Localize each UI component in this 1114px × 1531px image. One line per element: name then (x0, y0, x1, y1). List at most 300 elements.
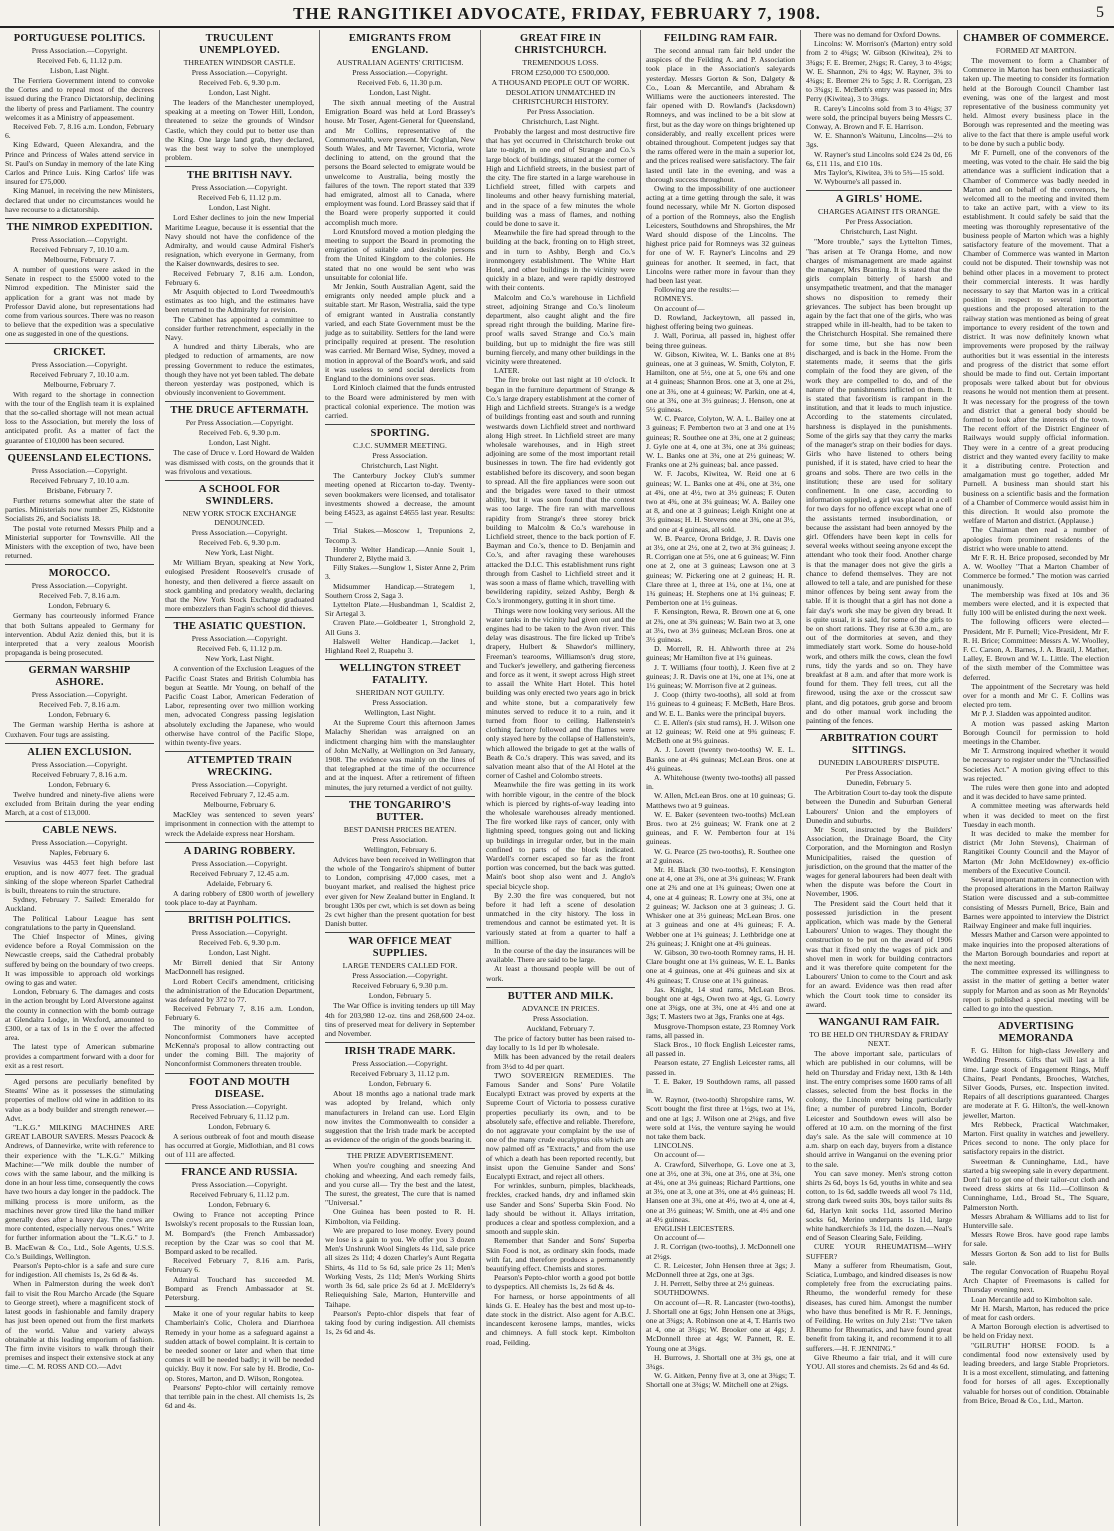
article-paragraph: One Guinea has been posted to R. H. Kimbolton, via Feilding. (325, 1207, 475, 1226)
article-paragraph: Aged persons are peculiarly benefited by Steams' Wine as it possesses the stimulating properties of mellow old wine in addition to its value as a body builder and strength renewer.—Advt. (5, 1077, 154, 1123)
article-paragraph: For harness, or horse appointments of all kinds G. E. Healey has the best and most up-to-date stock in the district. Also agent for A.B.C. incandescent kerosene lamps, mantles, wicks and chimneys. A full stock kept. Kimbolton road, Feilding. (486, 1291, 635, 1347)
article-subheading: C.J.C. SUMMER MEETING. (352, 441, 447, 451)
article-dateline: Press Association.—Copyright. (31, 581, 128, 591)
article-separator (486, 987, 635, 988)
article-paragraph: Messrs Abraham & Williams add to list for Hunterville sale. (963, 1211, 1109, 1230)
article-paragraph: Mr Birrell denied that Sir Antony MacDonnell has resigned. (165, 958, 314, 977)
article-headline: A SCHOOL FOR SWINDLERS. (198, 484, 281, 508)
article-dateline: Adelaide, February 6. (206, 878, 273, 888)
article-separator (325, 424, 475, 425)
article-separator (5, 743, 154, 744)
article-dateline: Press Association.—Copyright. (191, 528, 288, 538)
article-dateline: Naples, February 6. (49, 848, 110, 858)
article-paragraph: Meanwhile the fire had spread through to the building at the back, fronting on to High street, and in turn to Ashby, Bergh and Co.'s ironmongery establishment. The White Hart Hotel, and other buildings in the vicinity were quickly in a blaze, and were rapidly destroyed with their contents. (486, 228, 635, 293)
article-dateline: Press Association.—Copyright. (191, 1101, 288, 1111)
article-paragraph: Mr F. Purnell, one of the convenors of the meeting, was voted to the chair. He said the big attendance was a sufficient indication that a Chamber of Commerce was badly needed in Marton and on behalf of the convenors, he welcomed all to the meeting and invited them to take an active part, with a view to its establishment. It could safely be said that the meeting was thoroughly representative of the business people of Marton which was a highly satisfactory feature of the movement. That a Chamber of Commerce was wanted in Marton could not be disputed. Their township was not behind other places in a movement to protect their commercial interests. It was hardly necessary to say that Marton was in a critical position in respect to several important questions and the proposed alteration to the railway station was mentioned as being of great importance to every resident of the town and district. It was now definitely known what improvements were proposed by the railway authorities but it was essential in the interests and progress of the district that some effort should be made to find out. Certain important proposals were talked about but for obvious reasons he would not mention them at present. It was necessary for the progress of the town and district that a general body should be formed to look after the interests of the town. The recent effort of the District Engineer of Railways would supply official information. They were in a centre of a great producing district and they wanted every facility to make it a distributing centre. Protection and amalgamation must go together, added Mr Purnell. A business man should start his business on a scientific basis and the formation of a Chamber of Commerce would assist him in this direction. It would also promote the welfare of Marton and district. (Applause.) (963, 148, 1109, 526)
article-headline: MOROCCO. (48, 568, 111, 580)
article-separator (165, 401, 314, 402)
article-dateline: Lisbon, Last Night. (49, 66, 110, 75)
article-headline: CRICKET. (53, 346, 106, 358)
article-paragraph: A hundred and thirty Liberals, who are pledged to reduction of armaments, are now pressing Government to reduce the estimates, though they have not yet been tabled. The debate thereon yesterday was postponed, which is obviously inconvenient to Government. (165, 342, 314, 398)
article-separator (325, 659, 475, 660)
article-paragraph: Pearson's Pepto-chlor dispels that fear of taking food by curing indigestion. All chemists 1s, 2s 6d and 4s. (325, 1308, 475, 1337)
article-headline: CABLE NEWS. (42, 825, 117, 837)
article-paragraph: Following are the results:— (654, 285, 739, 295)
article-headline: ARBITRATION COURT SITTINGS. (819, 733, 939, 757)
article (5, 568, 154, 657)
article-body (806, 30, 952, 186)
article (5, 747, 154, 818)
article-body (165, 213, 314, 397)
article-paragraph: A. Crawford, Silverhope, G. Love one at 3, one at 3½, one at 3¾, one at 3½, one at 3¼, one at 4¼, one at 3¼ guineas; Richard Parttions, one at 3½, one at 3, one at 3½, one at 4½ guineas; H. Hansen one at 3¾, one at 4½, two at 4, one at 4, one at 3½ guineas; W. Smith, one at 4½ and one at 4½ guineas. (646, 1159, 795, 1224)
article-dateline: Per Press Association. (845, 217, 913, 227)
article-body (806, 1049, 952, 1371)
column-3 (320, 30, 480, 1528)
article-dateline: Press Association.—Copyright. (191, 634, 288, 644)
article-dateline: London, February 6. (368, 1079, 432, 1089)
article (165, 1309, 314, 1410)
column-4 (481, 30, 640, 1528)
article-paragraph: D. Rowland, Jackeytown, all passed in, highest offering being two guineas. (646, 312, 795, 332)
article-separator (165, 617, 314, 618)
article-headline: ALIEN EXCLUSION. (27, 746, 132, 758)
article-headline: GREAT FIRE IN CHRISTCHURCH. (514, 33, 607, 56)
article-paragraph: The postal vote returned Messrs Philp and a Ministerial supporter for Townsville. All the Ministers with the exception of two, have been returned. (5, 523, 154, 561)
article (165, 33, 314, 162)
article-dateline: Per Press Association. (526, 107, 595, 116)
article-body (5, 390, 154, 445)
article-paragraph: Received February 7, 8.16 a.m. London, February 6. (165, 268, 314, 287)
article-paragraph: A. Whitehouse (twenty two-tooths) all passed in. (646, 773, 795, 792)
article (165, 915, 314, 1068)
article-separator (165, 1163, 314, 1164)
article-paragraph: The Arbitration Court to-day took the dispute between the Dunedin and Suburban General Labourers' Union and the employers of Dunedin and suburbs. (806, 788, 952, 825)
article-headline: THE ASIATIC QUESTION. (173, 621, 306, 633)
article-paragraph: Mr T. Armstrong inquired whether it would be necessary to register under the "Unclassified Societies Act." A motion giving effect to this was rejected. (963, 746, 1109, 783)
article-paragraph: The following officers were elected—President, Mr F. Purnell; Vice-President, Mr F. R. H. Brice; Committee: Messrs A. W. Woolley, F. C. Carson, A. Barnes, J. A. Brazil, J. Mather, Lalley, E. Brown and W. L. Little. The election of the sixth member of the Committee was deferred. (963, 617, 1109, 682)
article (806, 733, 952, 1009)
article-separator (325, 1148, 475, 1149)
article-body (165, 889, 314, 907)
article-separator (325, 796, 475, 797)
article (486, 991, 635, 1347)
article-paragraph: W. C. Pearce, Colyton, W. A. L. Bailey one at 3 guineas; F. Pemberton two at 3 and one at 1½ guineas; R. Southee one at 3¾, one at 2 guineas; J. Gyle one at 4, one at 3¾, one at 3¼ guineas; W. L. Banks one at 3¾, one at 2½ guineas; W. Franks one at 2¾ guineas; bal. ance passed. (646, 414, 795, 470)
article-body (325, 1161, 475, 1336)
article-paragraph: The Chief Inspector of Mines, giving evidence before a Royal Commission on the Newcastle creeps, said the Cathedral probably suffered by being on the boundary of two creeps. It was impossible to approach old workings owing to gas and water. (5, 931, 154, 987)
article-paragraph: Malcolm and Co.'s warehouse in Lichfield street, adjoining Strange and Co.'s linoleum department, also caught alight and the fire spread right through the building. Marine fire-proof walls saved Strange and Co.'s main building, but up to midnight the fire was still burning fiercely, and many other buildings in the vicinity were threatened. (486, 292, 635, 367)
article-dateline: Received Feb 6, 11.12 p.m. (197, 193, 282, 203)
article-dateline: Dunedin, February 5. (846, 778, 912, 788)
article-paragraph: LATER. (494, 366, 520, 376)
article-headline: QUEENSLAND ELECTIONS. (7, 452, 152, 464)
article-paragraph: Several important matters in connection with the proposed alterations in the Marton Railway Station were discussed and a sub-committee consisting of Messrs Purnell, Brice, Bain and Barnes were appointed to interview the District Railway Engineer and make full inquiries. (963, 875, 1109, 931)
article-dateline: Received February 7, 12.45 a.m. (189, 868, 290, 878)
article-paragraph: On account of—R. R. Lancaster (two-tooths), J. Shortall one at 6gs; John Hensen one at 3¾gs, one at 3¾gs; A. Robinson one at 4, T. Harris two at 4, one at 3¾gs; W. Brooker one at 4gs; J. McDonnell three at 4gs; W. Pannett, R. E. Young one at 3¾gs. (646, 1297, 795, 1353)
article-subheading: LARGE TENDERS CALLED FOR. (342, 961, 458, 971)
article-dateline: Received February 6, 11.12 p.m. (189, 1111, 290, 1121)
article-paragraph: King Edward, Queen Alexandra, and the Prince and Princess of Wales attend service in St. Paul's on Sunday in memory of the late King Carlos and Prince Luis. King Carlos' life was insured for £75,000. (5, 140, 154, 187)
article-body (5, 76, 154, 214)
article-dateline: Received Feb. 6, 11.30 p.m. (357, 78, 443, 87)
article-dateline: Press Association.—Copyright. (31, 838, 128, 848)
article (325, 1151, 475, 1336)
article-paragraph: ROMNEYS. (654, 294, 694, 304)
article (963, 33, 1109, 1013)
article-paragraph: Mrs Rebbeck, Practical Watchmaker, Marton. First quality in watches and jewellery. Prices second to none. The only place for satisfactory repairs in the district. (963, 1119, 1109, 1157)
article-paragraph: H. Burrows, J. Shortall one at 3¾ gs, one at 3¾gs. (646, 1352, 795, 1372)
article-paragraph: R. Carey's Lincolns sold from 3 to 4¾gs; 37 were sold, the principal buyers being Messrs C. Conway, A. Brown and F. E. Harrison. (806, 103, 952, 132)
article-body (165, 98, 314, 162)
article-headline: A DARING ROBBERY. (183, 845, 296, 857)
article-paragraph: For wrinkles, sunburn, pimples, blackheads, freckles, cracked hands, dry and inflamed skin use Sander and Sons' Superba Skin Food. No lady should be without it. Allays irritation, produces a clear and spotless complexion, and a smooth and supple skin. (486, 1181, 635, 1237)
article-dateline: Received Feb. 6, 9.30 p.m. (198, 428, 281, 438)
article-paragraph: Owing to France not accepting Prince Iswolsky's recent proposals to the Russian loan, M. Bompard's (the French Ambassador) reception by the Czar was so cool that M. Bompard asked to be recalled. (165, 1210, 314, 1257)
article-body (5, 611, 154, 657)
article-paragraph: The President said the Court held that it possessed jurisdiction in the present application, which was made by the General Labourers' Union to wages. They thought the construction to be put on the award of 1906 was that it fixed only the wages of pick and shovel men in work for building contractors and it was therefore quite competent for the Labourers' Union to come to the Court and ask for an award. Evidence was then read after which the Court took time to consider its award. (806, 898, 952, 1009)
article-paragraph: Mr William Bryan, speaking at New York, eulogised President Roosevelt's crusade of honesty, and then delivered a fierce assault on stock gambling and predatory wealth, declaring that the New York Stock Exchange graduated more embezzlers than Fagin's school did thieves. (165, 558, 314, 614)
article-dateline: Press Association.—Copyright. (191, 858, 288, 868)
article-paragraph: Lord Kinloch claimed that the funds entrusted to the Board were administered by men with practical colonial experience. The motion was carried. (325, 383, 475, 420)
article-paragraph: Hornby Welter Handicap.—Annie Souit 1, Thunderer 2, Blythe maid 3. (325, 544, 475, 563)
article-separator (165, 911, 314, 912)
article-paragraph: Midsummer Handicap.—Strategem 1, Southern Cross 2, Saga 3. (325, 581, 475, 600)
article-paragraph: Milk has been advanced by the retail dealers from 3½d to 4d per quart. (486, 1052, 635, 1071)
article-dateline: Press Association.—Copyright. (191, 183, 288, 193)
article-body (165, 1309, 314, 1410)
article-headline: THE DRUCE AFTERMATH. (170, 405, 309, 417)
article-body (5, 790, 154, 818)
article-paragraph: The fire broke out last night at 10 o'clock. It began in the furniture department of Strange & Co.'s large drapery establishment at the corner of High and Lichfield streets. Strange's is a wedge of buildings fronting east and south and running westwards down Lichfield street and northward along High street. In Lichfield street are many wholesale warehouses, and in High street adjoining are some of the most important retail businesses in town. The fire had evidently got established before its discovery, and soon began to spread. All the fire appliances were soon out and the brigades were taxed to their utmost ability, but it was soon found that the contest was too large. The fire ran with marvellous rapidity from Strange's three storey brick building to Malcolm & Co.'s warehouse in Lichfield street, thence to the back portion of F. Bayman and Co.'s, thence to D. Benjamin and Co.'s, and after ravaging these warehouses attacked the D.I.C. This establishment runs right through from Cashel to Lichfield street and it was soon a mass of flame which, travelling with bewildering rapidity, seized Ashby, Bergh & Co.'s ironmongery, gutting it in short time. (486, 375, 635, 606)
article-dateline: Per Press Association.—Copyright. (185, 418, 294, 428)
article-paragraph: At least a thousand people will be out of work. (486, 964, 635, 983)
article-paragraph: On account of— (654, 303, 705, 313)
column-5 (641, 30, 800, 1528)
article-headline: THE TONGARIRO'S BUTTER. (348, 799, 452, 823)
article-dateline: London, February 6. (48, 710, 111, 720)
article-dateline: Melbourne, February 7. (43, 379, 116, 389)
article-dateline: Press Association.—Copyright. (31, 359, 128, 369)
article-paragraph: Filly Stakes.—Sunglow 1, Sister Anne 2, Prim 3. (325, 563, 475, 582)
article-body (806, 788, 952, 1009)
article-subheading: BEST DANISH PRICES BEATEN. (343, 824, 457, 834)
article-paragraph: Received February 7, 8.16 a.m. London, February 6. (165, 1004, 314, 1023)
article-paragraph: "GILRUTH" HORSE FOOD. Is a condimental food now extensively used by leading breeders, and large Stable Proprietors. It is a most excellent, stimulating, and fattening food for horses of all ages. Exceptionally valuable for horses out of condition. Obtainable from Brice, Broad & Co., Ltd., Marton. (963, 1340, 1109, 1405)
article-paragraph: Mrs Taylor's, Kiwitea, 3¾ to 5¾—15 sold. (814, 168, 944, 178)
article-paragraph: A serious outbreak of foot and mouth disease has occurred at Gorgie, Midlothian, and 81 cows out of 111 are affected. (165, 1131, 314, 1159)
article-paragraph: W. E. Shannon's Waitunu, Lincolns—2¼ to 3gs. (806, 131, 952, 150)
article-dateline: Press Association. (532, 1013, 589, 1023)
article (325, 428, 475, 655)
article-dateline: Received February 7, 12.45 a.m. (189, 790, 290, 800)
article-subheading: THE PRIZE ADVERTISEMENT. (346, 1151, 454, 1161)
article-paragraph: Slack Bros., 10 flock English Leicester rams, all passed in. (646, 1039, 795, 1059)
article-headline: FEILDING RAM FAIR. (663, 33, 778, 44)
article-headline: IRISH TRADE MARK. (344, 1046, 456, 1058)
article-separator (165, 480, 314, 481)
article-separator (806, 190, 952, 191)
article-paragraph: Musgrove-Thompson estate, 23 Romney Vork rams, all passed in. (646, 1021, 795, 1040)
article-dateline: Press Association.—Copyright. (31, 759, 128, 769)
article-dateline: London, Last Night. (208, 88, 271, 97)
article-paragraph: You can save money. Men's strong cotton shirts 2s 6d, boys 1s 6d, youths in white and sea cotton, to 1s 6d, saddle tweeds all wool 7s 11d, strong dark tweed suits 30s, boys tailor suits 8s 6d, Harlyn knit socks 11d, assorted Merino socks 6d, Merino underpants 1s 11d, large white handkerchiefs 3s 11d, the dozen.—Neal's end of Season Clearing Sale, Feilding. (806, 1168, 952, 1243)
article-paragraph: The above important sale, particulars of which are published in our columns, will be held on Thursday and Friday next, 13th & 14th inst. The entry comprises some 1600 rams of all classes, selected from the best flocks in the colony, the Lincoln entry being particularly fine; a number of purebred Lincoln, Border Leicester and Southdown ewes will also be offered at 10 a.m. on the morning of the first day's sale. As the sale will commence at 10 a.m. sharp on each day, buyers from a distance should arrive in Wanganui on the evening prior to the sale. (806, 1049, 953, 1169)
article-body (165, 664, 314, 747)
article-body (5, 1077, 154, 1372)
article-headline: PORTUGUESE POLITICS. (13, 33, 146, 44)
article-paragraph: We are prepared to lose money. Every pound we lose is a gain to you. We offer you 3 dozen Men's Unshrunk Wool Singlets 4s 11d, sale price all sizes 2s 11d; 4 dozen Charley's Aunt Regatta Shirts, 4s 11d to 5s 6d, sale price 2s 11; Men's Working Vests, 2s 11d; Men's Working Shirts worth 3s 6d, sale price 2s 6d at J. McElderry's Reliequishing Sale, Marton, Hunterville and Taihape. (325, 1225, 475, 1309)
article-dateline: London, February 6. (48, 779, 111, 789)
article-paragraph: Meanwhile the fire was getting in its work with horrible vigour, in the centre of the block which is pierced by rights-of-way leading into the wholesale warehouses already mentioned. The fire worked like rays of cancer, only with lightning speed, tongues going out and licking up buildings in irregular order, but in the main confined to parts of the block indicated. Wardell's corner escaped so far as the front portion was concerned, but the back was gutted. Main's boot shop also went and J. Anglo's special bicycle shop. (486, 780, 635, 891)
article-paragraph: In the course of the day the insurances will be available. There are said to be large. (486, 946, 635, 965)
article-paragraph: The War Office is inviting tenders up till May 4th for 203,980 12-oz. tins and 268,600 24-oz. tins of preserved meat for delivery in September and November. (325, 1001, 475, 1039)
article (806, 194, 952, 725)
article-paragraph: The German warship Hertha is ashore at Cuxhaven. Four tugs are assisting. (5, 720, 154, 739)
article-paragraph: Germany has courteously informed France that both Sultans appealed to Germany for intervention. Abdul Aziz denied this, but it is interpreted that a very zealous Moorish propaganda is being prosecuted. (5, 611, 154, 658)
article-dateline: Received Feb. 7, 8.16 a.m. (38, 700, 121, 710)
article-paragraph: Pearson's Pepto-chlor worth a good pot bottle to dyspeptics. All chemists 1s, 2s 6d & 4s. (486, 1273, 635, 1292)
article-dateline: Press Association.—Copyright. (31, 235, 128, 245)
article-separator (5, 343, 154, 344)
article-separator (5, 661, 154, 662)
article-paragraph: Pearson estate, 27 English Leicester rams, all passed in. (646, 1058, 795, 1077)
article-paragraph: Sweetman & Cunninghame, Ltd., have started a big sweeping sale in every department. Don't fail to get one of their tailor-cut cloth and tweed dress skirts at 6s 11d.—Collinson & Cunninghame, Ltd., Broad St., The Square, Palmerston North. (963, 1156, 1109, 1212)
column-6 (801, 30, 957, 1528)
article-subheading: THREATEN WINDSOR CASTLE. (183, 58, 296, 67)
article-dateline: Christchurch, Last Night. (521, 117, 600, 126)
article-paragraph: W. G. Aitken, Penny five at 3, one at 3¾gs; T. Shortall one at 3¾gs; W. Mitchell one at 2¾gs. (646, 1371, 795, 1390)
article-paragraph: J. Coop (thirty two-tooths), all sold at from 1½ guineas to 4 guineas; F. McBeth, Hare Bros. and W. E. L. Banks were the principal buyers. (646, 690, 795, 718)
article (325, 936, 475, 1038)
article-paragraph: When in Palmerston during the week don't fail to visit the Rou Marcho Arcade (the Square to George street), where a magnificent stock of latest goods in fashionable and family drapery has just been opened out from the first markets of the world. Value and variety always obtainable at this leading emporium of fashion. The firm invite visitors to walk through their premises and inspect their extensive stock at any time.—C. M. ROSS AND CO.—Advt (5, 1279, 154, 1372)
article-paragraph: A committee meeting was afterwards held when it was decided to meet on the first Tuesday in each month. (963, 801, 1109, 829)
article-paragraph: The regular Convocation of Ruapehu Royal Arch Chapter of Freemasons is called for Thursday evening next. (963, 1267, 1109, 1295)
article-dateline: Received Feb. 7, 8.16 a.m. (38, 591, 121, 601)
article-separator (5, 564, 154, 565)
article-body (486, 127, 635, 983)
article-dateline: Press Association.—Copyright. (191, 780, 288, 790)
article-paragraph: With regard to the shortage in connection with the tour of the English team it is explained that the so-called shortage will not mean actual loss to the Association, but merely the loss of anticipated profit. As a matter of fact the guarantee of £10,000 has been secured. (5, 389, 154, 445)
article-dateline: Brisbane, February 7. (46, 485, 113, 495)
article-separator (165, 1306, 314, 1307)
article-paragraph: W. B. Pearce, Orona Bridge, J. R. Davis one at 3½, one at 2½, one at 2, two at 3¼ guineas; J. R. Corrigan one at 5½, one at 6 guineas; W. Finn one at 2, one at 3 guineas; Lawson one at 3 guineas; W. Pickering one at 2 guineas; H. R. Clare three at 1, three at 1¼, one at 1¼, one at 1¾ guineas; H. Stephens one at 1¼ guineas; F. Pemberton one at 1½ guineas. (646, 533, 795, 608)
article-body (165, 810, 314, 838)
article-subheading: DUNEDIN LABOURERS' DISPUTE. (818, 758, 940, 768)
article-dateline: Press Association. (372, 698, 428, 708)
article-headline: ATTEMPTED TRAIN WRECKING. (186, 755, 292, 779)
article-paragraph: TWO SOVEREIGN REMEDIES. The Famous Sander and Sons' Pure Volatile Eucalypti Extract was proved by experts at the Supreme Court of Victoria to possess curative properties peculiarly its own, and to be absolutely safe, effective and reliable. Therefore, do not aggravate your complaint by the use of one of the many crude eucalyptus oils which are now palmed off as "Extracts," and from the use of which a death has been reported recently, but insist upon the Genuine Sander and Sons' Eucalypti Extract, and reject all others. (486, 1070, 635, 1181)
article-dateline: Press Association. (372, 834, 428, 844)
article-headline: TRUCULENT UNEMPLOYED. (199, 33, 280, 56)
article (165, 621, 314, 747)
article-separator (5, 449, 154, 450)
article-headline: FOOT AND MOUTH DISEASE. (189, 1076, 290, 1100)
article-paragraph: W. G. Pearce (25 two-tooths), R. Southee one at 2 guineas. (646, 846, 795, 865)
article (325, 800, 475, 929)
article-paragraph: By 2.30 the fire was conquered, but not before it had left a scene of desolation unmatched in the city history. The loss in tremendous and cannot be estimated yet. It is variously stated at from a quarter to half a million. (486, 890, 635, 946)
article-paragraph: King Manuel, in receiving the new Ministers, declared that under no circumstances would he have recourse to a dictatorship. (5, 186, 154, 214)
article-paragraph: W. Gibson, 30 two-tooth Romney rams, H. H. Clare bought one at 1¼ guineas, W. E. L. Banks one at 4 guineas, one at 4¾ guineas and six at 4¾ guineas; T. Cruse one at 1¾ guineas. (646, 947, 795, 985)
article-paragraph: The movement to form a Chamber of Commerce in Marton has been enthusiastically taken up. The meeting to consider its formation held at the Borough Council Chamber last evening, was one of the largest and most representative of the business community yet held. Almost every business place in the Borough was represented and the meeting was alive to the fact that there is ample useful work to be done by such a public body. (963, 56, 1109, 148)
article-body (325, 471, 475, 655)
article-paragraph: The minority of the Committee of Nonconformist Commoners have accepted McKenna's proposal to allow contracting out under the coming Bill. The majority of Nonconformist Commoners threaten trouble. (165, 1022, 314, 1069)
article-separator (325, 932, 475, 933)
article-paragraph: Messrs Gorton & Son add to list for Bulls sale. (963, 1248, 1109, 1267)
article-subheading: DESOLATION UNMATCHED IN CHRISTCHURCH HISTORY. (505, 88, 616, 106)
article-dateline: Received February 6, 9.30 p.m. (352, 981, 448, 991)
article (5, 825, 154, 1070)
article-headline: WELLINGTON STREET FATALITY. (339, 663, 461, 687)
article-subheading: AUSTRALIAN AGENTS' CRITICISM. (336, 58, 464, 67)
article-paragraph: A daring robbery of £800 worth of jewellery took place to-day at Paynham. (165, 888, 314, 907)
article-paragraph: A convention of the Exclusion Leagues of the Pacific Coast States and British Columbia has begun at Seattle. Mr Young, on behalf of the Pacific Coast Labor, American Federation of Labor, representing over two million working men, advocated Congress passing legislation absolutely excluding the Japanese, who would otherwise have control of the Pacific Slope, within twenty-five years. (165, 664, 314, 747)
article-subheading: NEW YORK STOCK EXCHANGE DENOUNCED. (182, 509, 297, 528)
article-dateline: Press Association.—Copyright. (352, 1059, 448, 1069)
article-body (646, 46, 795, 1390)
article-paragraph: Lord Knutsford moved a motion pledging the meeting to support the Board in promoting the emigration of suitable and desirable persons from the United Kingdom to the colonies. He stated that no one would be sent who was unsuitable for colonial life. (325, 226, 475, 282)
article-headline: EMIGRANTS FROM ENGLAND. (348, 33, 452, 56)
article (486, 33, 635, 983)
article-paragraph: W. Wybourne's all passed in. (814, 177, 902, 187)
article-paragraph: About 18 months ago a national trade mark was adopted by Ireland, which only manufacturers in Ireland can use. Lord Elgin now invites the Commonwealth to consider a suggestion that the Irish trade mark be accepted as evidence of the origin of the goods bearing it. (325, 1089, 475, 1145)
article-body (165, 1210, 314, 1302)
article-dateline: Received February 7, 10.10 a.m. (29, 369, 130, 379)
article-separator (165, 842, 314, 843)
article-paragraph: J. Wall, Porirua, all passed in, highest offer being three guineas. (646, 331, 795, 350)
article-separator (806, 729, 952, 730)
article-dateline: London, Last Night. (208, 203, 271, 213)
article-dateline: London, Last Night. (208, 948, 271, 958)
article-dateline: Press Association.—Copyright. (31, 465, 128, 475)
article-paragraph: Received Feb. 7, 8.16 a.m. London, February 6. (5, 122, 154, 141)
article-dateline: Received February 3, 11.12 p.m. (350, 1069, 450, 1079)
article-separator (5, 218, 154, 219)
article-body (5, 858, 154, 1070)
article (165, 846, 314, 907)
article-paragraph: Many a sufferer from Rheumatism, Gout, Sciatica, Lumbago, and kindred diseases is now completely free from the excruciating pains. Rheumo, the wonderful remedy for these diseases, has cured him. Amongst the number who have thus benefited is Mr R. F. Jennings, of Feilding. He writes on July 21st: "I've taken Rheumo for Rheumatics, and have found great benefit from taking it, and recommend it to all sufferers.—H. F. JENNING." (806, 1260, 952, 1353)
article-body (806, 237, 952, 725)
article-paragraph: Messrs Rowe Bros. have good rape lambs for sale. (963, 1230, 1109, 1249)
article-dateline: Christchurch, Last Night. (361, 461, 439, 471)
article-paragraph: A Marton Borough election is advertised to be held on Friday next. (963, 1322, 1109, 1341)
article-body (325, 855, 475, 929)
article-paragraph: A. J. Lovett (twenty two-tooths) W. E. L. Banks one at 4¾ guineas; McLean Bros. one at 4¼ guineas. (646, 745, 795, 773)
article-body (963, 1046, 1109, 1405)
article-dateline: Received February 7, 8.16 a.m. (31, 769, 128, 779)
article-paragraph: London, February 6. The damages and costs in the action brought by Lord Alverstone against the county in connection with the bomb outrage at Glendalra Lodge, in Wexford, amounted to £300, or a tax of 1s in the £ over the affected area. (5, 987, 154, 1043)
article-body (5, 496, 154, 560)
article (5, 33, 154, 214)
article-paragraph: Lyttelton Plate.—Husbandman 1, Scaldist 2, Sir Artegal 3. (325, 599, 475, 619)
article-body (325, 98, 475, 420)
article (646, 33, 795, 1390)
article-paragraph: It was decided to make the member for district (Mr John Stevens), Chairman of Rangitikei County Council and the Mayor of Marton (Mr John McEldowney) ex-officio members of the Executive Council. (963, 829, 1109, 875)
article-subheading: TREMENDOUS LOSS. (522, 58, 599, 67)
article-paragraph: The Political Labour League has sent congratulations to the party in Queensland. (5, 913, 154, 932)
article-subheading: ADVANCE IN PRICES. (521, 1003, 600, 1013)
article-subheading: A THOUSAND PEOPLE OUT OF WORK. (491, 78, 630, 87)
article-headline: FRANCE AND RUSSIA. (181, 1167, 298, 1179)
article-body (165, 1132, 314, 1160)
article-paragraph: W. Gibson, Kiwitea, W. L. Banks one at 8½ guineas, one at 3 guineas, W. Smith, Colyton, F. Hamilton, one at 5½, one at 5, one 6¾ and one at 4 guineas; Shannon Bros. one at 3, one at 2¼, one at 3¾, one at 4 guineas; W. Parkin, one at 4, one at 3¾, one at 3½ guineas; J. Henson, one at 5½ guineas. (646, 349, 795, 414)
article-paragraph: W. Raynor, (two-tooth) Shropshire rams, W. Scott bought the first three at 1½gs, two at 1¼, and one at 1gs; J. Wilson one at 2¼gs, and five were sold at 1¼s, the venture saying he would not take them back. (646, 1095, 795, 1141)
article-dateline: London, Last Night. (208, 438, 271, 448)
article-separator (5, 821, 154, 822)
article-separator (165, 751, 314, 752)
article-paragraph: ENGLISH LEICESTERS. (654, 1224, 735, 1233)
article (806, 30, 952, 186)
article-headline: WANGANUI RAM FAIR. (818, 1017, 940, 1029)
article-paragraph: When you're coughing and sneezing And choking and wheezing, And each remedy fails, and you curse all— Try the best and the latest, The surest, the greatest, The cure that is named "Universal." (325, 1161, 475, 1208)
article-paragraph: The rules were then gone into and adopted and it was decided to have same printed. (963, 783, 1109, 802)
article-paragraph: Give Rheumo a fair trial, and it will cure YOU. All stores and chemists. 2s 6d and 4s 6d. (806, 1352, 952, 1371)
article-paragraph: MacKley was sentenced to seven years' imprisonment in connection with the attempt to wreck the Adelaide express near Horsham. (165, 810, 314, 838)
article-paragraph: J. R. Corrigan (two-tooths), J. McDonnell one at 2½gs. (646, 1242, 795, 1261)
article-paragraph: LINCOLNS. (654, 1141, 694, 1151)
article-subheading: SHERIDAN NOT GUILTY. (355, 688, 445, 698)
article-body (325, 1001, 475, 1038)
article-paragraph: D. Morrell, R. H. Ahlworth three at 2¼ guineas; Mr Hamilton five at 1¼ guineas. (646, 644, 795, 663)
article-dateline: London, February 6. (208, 1200, 271, 1210)
article-paragraph: Remember that Sander and Sons' Superba Skin Food is not, as ordinary skin foods, made with fat, and therefore produces a permanently beautifying effect. Chemists and stores. (486, 1236, 635, 1273)
article-paragraph: Further returns somewhat alter the state of parties. Ministerials now number 25, Kidstonite Socialists 26, and Socialists 18. (5, 495, 154, 524)
article (5, 1077, 154, 1372)
article-body (5, 265, 154, 339)
article-dateline: Press Association.—Copyright. (31, 690, 128, 700)
article-separator (165, 1073, 314, 1074)
article-subheading: FORMED AT MARTON. (995, 46, 1077, 55)
article-paragraph: On account of— (654, 1233, 705, 1243)
article-paragraph: W. Allen, McLean Bros. one at 10 guineas; G. Matthews two at 9 guineas. (646, 791, 795, 810)
article-separator (165, 166, 314, 167)
article-dateline: London, February 6. (208, 1121, 271, 1131)
column-2 (160, 30, 319, 1528)
article-headline: THE BRITISH NAVY. (186, 170, 293, 182)
article-paragraph: The Chairman then read a number of apologies from prominent residents of the district who were unable to attend. (963, 525, 1109, 553)
article-dateline: Press Association.—Copyright. (191, 68, 288, 77)
article-dateline: London, Last Night. (369, 88, 431, 97)
article (165, 1077, 314, 1160)
article-paragraph: W. Rayner's stud Lincolns sold £24 2s 0d, £6 6s, £11 11s, and £10 10s. (806, 149, 952, 168)
article-headline: A GIRLS' HOME. (835, 194, 923, 206)
article-paragraph: Lincolns: W. Morrison's (Marton) entry sold from 2 to 4¾gs; W. Gibson (Kiwitea), 2¾ to 3¾gs; F. E. Bremer, 2¾gs; R. Carey, 3 to 4½gs; W. E. Shannon, 2¾ to 4gs; W. Rayner, 3¾ to 4¾gs; E. Bremer 2¾ to 5gs; J. R. Corrigan, 23 to 3¾gs; E. McBeth's entry was passed in; Mrs Perry (Kiwitea), 3 to 3¾gs. (806, 39, 952, 104)
article (5, 453, 154, 560)
article-dateline: Press Association.—Copyright. (191, 1180, 288, 1190)
article-headline: BUTTER AND MILK. (507, 990, 614, 1002)
article-paragraph: Trial Stakes.—Moscow 1, Trepunions 2, Tecomp 3. (325, 526, 475, 545)
article-dateline: Press Association.—Copyright. (352, 68, 448, 77)
article-paragraph: The case of Druce v. Lord Howard de Walden was dismissed with costs, on the grounds that it was frivolous and vexatious. (165, 448, 314, 476)
article-paragraph: Probably the largest and most destructive fire that has yet occurred in Christchurch broke out late to-night, in one end of Strange and Co.'s large block of buildings, situated at the corner of High and Lichfield streets, in the busiest part of the city. The fire started in a large warehouse in Lichfield street, filled with carpets and linoleums and other heavy furnishing material, and in the space of a few minutes the whole building was a mass of flames, and nothing could be done to save it. (486, 127, 635, 229)
article-paragraph: On account of— (654, 1150, 705, 1160)
article-paragraph: "L.K.G." MILKING MACHINES ARE GREAT LABOUR SAVERS. Messrs Peacock & Andrews, of Dannevirke, write with reference to their experience with the "L.K.G." Milking Machine:—"We milk double the number of cows with the same labour, and the milking is done in an hour less time, consequently the cows have two hours a day longer in the paddock. The milking process is more uniform, as the machines never grow tired like the hand milker generally does after a heavy day. The cows are more contented, especially nervous ones." Write for further information about the "L.K.G." to J. B. MacEwan & Co., Ltd., Sole Agents, U.S.S. Co.'s Buildings, Wellington. (5, 1123, 154, 1261)
article-body (963, 56, 1109, 1013)
article-paragraph: Loan Mercantile add to Kimbolton sale. (971, 1294, 1093, 1304)
article-paragraph: Mr Jenkin, South Australian Agent, said the emigrants only needed ample pluck and a suitable start. Mr Rason, Westralia, said the type of emigrant wanted in Australia constantly varied, and each State Government must be the judge as to suitability. Settlers for the land were principally required at present. The resolution was carried. Mr Bernard Wise, Sydney, moved a motion in approval of the Board's work, and said it was useless to send social derelicts from England to the dominions over seas. (325, 282, 475, 384)
article (325, 663, 475, 792)
article-headline: ADVERTISING MEMORANDA (998, 1021, 1074, 1045)
article-paragraph: Mr F. R. H. Brice proposed, seconded by Mr A. W. Woolley "That a Marton Chamber of Commerce be formed." The motion was carried unanimously. (963, 552, 1109, 590)
article-paragraph: Received February 7, 8.16 a.m. Paris, February 6. (165, 1256, 314, 1275)
article-body (165, 558, 314, 613)
article-paragraph: Make it one of your regular habits to keep Chamberlain's Colic, Cholera and Diarrhoea Remedy in your home as a safeguard against a sudden attack of bowel complaint. It is certain to be needed sooner or later and when that time comes it will be needed badly; it will be needed quickly. Buy it now. For sale by H. Brodie, Co-op. Stores, Marton, and D. Wilson, Rongotea. (165, 1309, 314, 1383)
article-dateline: Per Press Association. (845, 768, 913, 778)
article-paragraph: There was no demand for Oxford Downs. (814, 30, 941, 39)
masthead (0, 0, 1114, 28)
article-paragraph: Halswell Welter Handicap.—Jacket 1, Highland Reel 2, Ruapehu 3. (325, 636, 475, 655)
article-paragraph: Pearsons' Pepto-chlor will certainly remove that terrible pain in the chest. All chemists 1s, 2s 6d and 4s. (165, 1382, 314, 1411)
article-paragraph: The Ferriera Government intend to convoke the Cortes and to repeal most of the decrees issued during the Franco Dictatorship, declining the liberty of press and Parliament. The country welcomes it as a Ministry of appeasement. (5, 76, 154, 122)
article-paragraph: W. E. Baker (seventeen two-tooths) McLean Bros. two at 2½ guineas; W. Frank one at 2 guineas, and F. W. Pemberton four at 1¼ guineas. (646, 809, 795, 847)
